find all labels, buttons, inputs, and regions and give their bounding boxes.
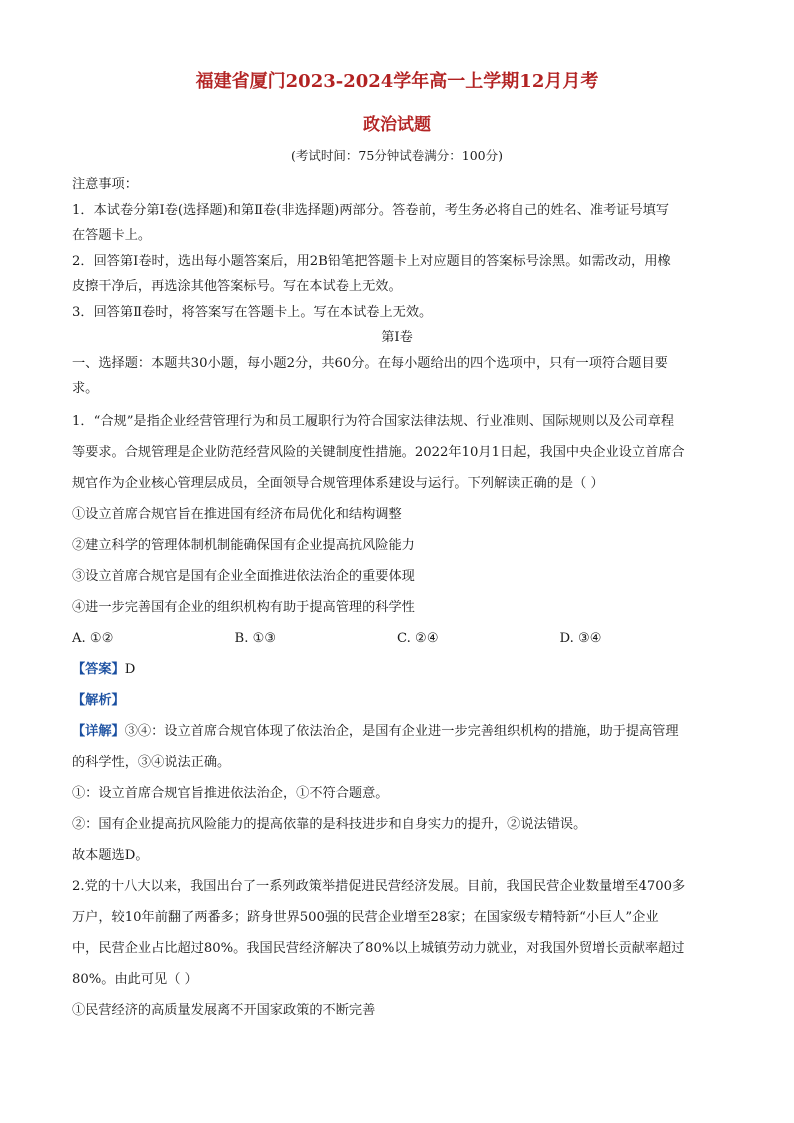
- section-instructions-cont: 求。: [72, 381, 99, 396]
- q2-stem-line-3: 中，民营企业占比超过80%。我国民营经济解决了80%以上城镇劳动力就业，对我国外贸增长贡献率超过: [72, 940, 685, 956]
- q1-statement-3: ③设立首席合规官是国有企业全面推进依法治企的重要体现: [72, 568, 415, 584]
- q1-conclusion: 故本题选D。: [72, 847, 149, 863]
- q2-stem-line-4: 80%。由此可见（ ）: [72, 971, 198, 987]
- q1-options: [72, 623, 722, 654]
- q1-stem-line-2: 等要求。合规管理是企业防范经营风险的关键制度性措施。2022年10月1日起，我国中央企业设立首席合: [72, 444, 685, 460]
- q1-option-b: B. ①③: [234, 630, 277, 646]
- q1-detail-line-2: 的科学性，③④说法正确。: [72, 754, 231, 770]
- answer-tag: 【答案】: [72, 661, 125, 677]
- q1-stem-line-1: 1．“合规”是指企业经营管理行为和员工履职行为符合国家法律法规、行业准则、国际规则以及公司章程: [72, 413, 675, 429]
- document-body: [72, 172, 722, 1026]
- q1-detail-line-1: [72, 716, 722, 747]
- notice-item-1-cont: 在答题卡上。: [72, 228, 152, 243]
- q1-detail-line-3: ①：设立首席合规官旨推进依法治企，①不符合题意。: [72, 785, 389, 801]
- notice-item-2: 2．回答第Ⅰ卷时，选出每小题答案后，用2B铅笔把答题卡上对应题目的答案标号涂黑。如需改动，用橡: [72, 253, 671, 269]
- detail-tag: 【详解】: [72, 723, 125, 739]
- q1-option-c: C. ②④: [397, 630, 439, 646]
- document-title: 福建省厦门2023-2024学年高一上学期12月月考: [195, 71, 599, 92]
- detail-text: ③④：设立首席合规官体现了依法治企，是国有企业进一步完善组织机构的措施，助于提高管理: [124, 723, 679, 739]
- q2-statement-1: ①民营经济的高质量发展离不开国家政策的不断完善: [72, 1002, 376, 1018]
- q1-statement-1: ①设立首席合规官旨在推进国有经济布局优化和结构调整: [72, 506, 402, 522]
- section-instructions: 一、选择题：本题共30小题，每小题2分，共60分。在每小题给出的四个选项中，只有一项符合题目要: [72, 355, 668, 371]
- notice-item-3: 3．回答第Ⅱ卷时，将答案写在答题卡上。写在本试卷上无效。: [72, 304, 433, 320]
- q1-option-d: D. ③④: [559, 630, 602, 646]
- notice-item-1: 1．本试卷分第Ⅰ卷(选择题)和第Ⅱ卷(非选择题)两部分。答卷前，考生务必将自己的姓名、准考证号填写: [72, 202, 670, 218]
- q2-stem-line-1: 2.党的十八大以来，我国出台了一系列政策举措促进民营经济发展。目前，我国民营企业数量增至4700多: [72, 878, 686, 894]
- q1-stem-line-3: 规官作为企业核心管理层成员，全面领导合规管理体系建设与运行。下列解读正确的是（ ）: [72, 475, 604, 491]
- analysis-tag: 【解析】: [72, 692, 125, 708]
- q1-analysis: [72, 685, 722, 716]
- q1-statement-4: ④进一步完善国有企业的组织机构有助于提高管理的科学性: [72, 599, 415, 615]
- volume-heading: 第Ⅰ卷: [381, 330, 413, 345]
- answer-value: D: [124, 661, 136, 677]
- q1-option-a: A. ①②: [72, 630, 114, 646]
- q1-detail-line-4: ②：国有企业提高抗风险能力的提高依靠的是科技进步和自身实力的提升，②说法错误。: [72, 816, 587, 832]
- q1-statement-2: ②建立科学的管理体制机制能确保国有企业提高抗风险能力: [72, 537, 415, 553]
- notice-heading: 注意事项：: [72, 177, 138, 192]
- subject-title: 政治试题: [363, 115, 431, 135]
- q1-answer: [72, 654, 722, 685]
- q2-stem-line-2: 万户，较10年前翻了两番多；跻身世界500强的民营企业增至28家；在国家级专精特新“小巨人”企业: [72, 909, 659, 925]
- notice-item-2-cont: 皮擦干净后，再选涂其他答案标号。写在本试卷上无效。: [72, 279, 402, 294]
- exam-info: (考试时间：75分钟试卷满分：100分): [290, 148, 504, 163]
